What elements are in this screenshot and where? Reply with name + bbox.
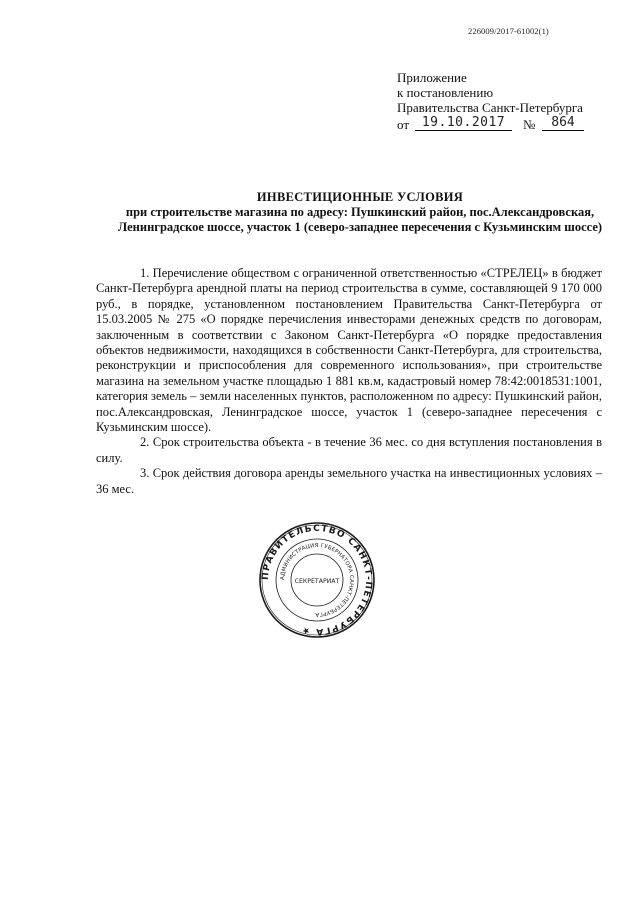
decree-date: 19.10.2017 xyxy=(415,115,512,131)
decree-number: 864 xyxy=(542,115,584,131)
appendix-line-3: Правительства Санкт-Петербурга xyxy=(397,100,583,115)
document-body xyxy=(96,266,602,497)
seal-center-text: СЕКРЕТАРИАТ xyxy=(294,578,340,585)
paragraph-2: 2. Срок строительства объекта - в течение 36 мес. со дня вступления постановления в силу. xyxy=(96,435,602,465)
seal-inner-text: АДМИНИСТРАЦИЯ ГУБЕРНАТОРА САНКТ-ПЕТЕРБУРГА xyxy=(279,542,355,618)
appendix-line-2: к постановлению xyxy=(397,85,494,100)
document-title-block xyxy=(110,190,610,235)
document-title: ИНВЕСТИЦИОННЫЕ УСЛОВИЯ xyxy=(256,190,464,204)
seal-outer-text: ПРАВИТЕЛЬСТВО САНКТ-ПЕТЕРБУРГА ★ xyxy=(260,523,374,637)
number-label: № xyxy=(523,117,536,132)
document-id: 226009/2017-61002(1) xyxy=(468,26,549,36)
paragraph-1: 1. Перечисление обществом с ограниченной ответственностью «СТРЕЛЕЦ» в бюджет Санкт-Петербурга арендной платы на период строительства в сумме, составляющей 9 170 000 руб., в порядке, установленном постановлением Правительства Санкт-Петербурга от 15.03.2005 № 275 «О порядке перечисления инвесторами денежных средств по договорам, заключенным в соответствии с Законом Санкт-Петербурга «О порядке предоставления объектов недвижимости, находящихся в собственности Санкт-Петербурга, для строительства, реконструкции и приспособления для современного использования», при строительстве магазина на земельном участке площадью 1 881 кв.м, кадастровый номер 78:42:0018531:1001, категория земель – земли населенных пунктов, расположенном по адресу: Пушкинский район, пос.Александровская, Ленинградское шоссе, участок 1 (северо-западнее пересечения с Кузьминским шоссе). xyxy=(96,266,602,435)
official-seal xyxy=(259,522,375,638)
appendix-date-line xyxy=(397,115,583,132)
from-label: от xyxy=(397,117,410,132)
paragraph-3: 3. Срок действия договора аренды земельного участка на инвестиционных условиях – 36 мес. xyxy=(96,466,602,496)
appendix-line-1: Приложение xyxy=(397,70,467,85)
appendix-block xyxy=(397,70,583,132)
document-subtitle: при строительстве магазина по адресу: Пушкинский район, пос.Александровская, Ленинградское шоссе, участок 1 (северо-западнее пересечения с Кузьминским шоссе) xyxy=(117,205,603,234)
